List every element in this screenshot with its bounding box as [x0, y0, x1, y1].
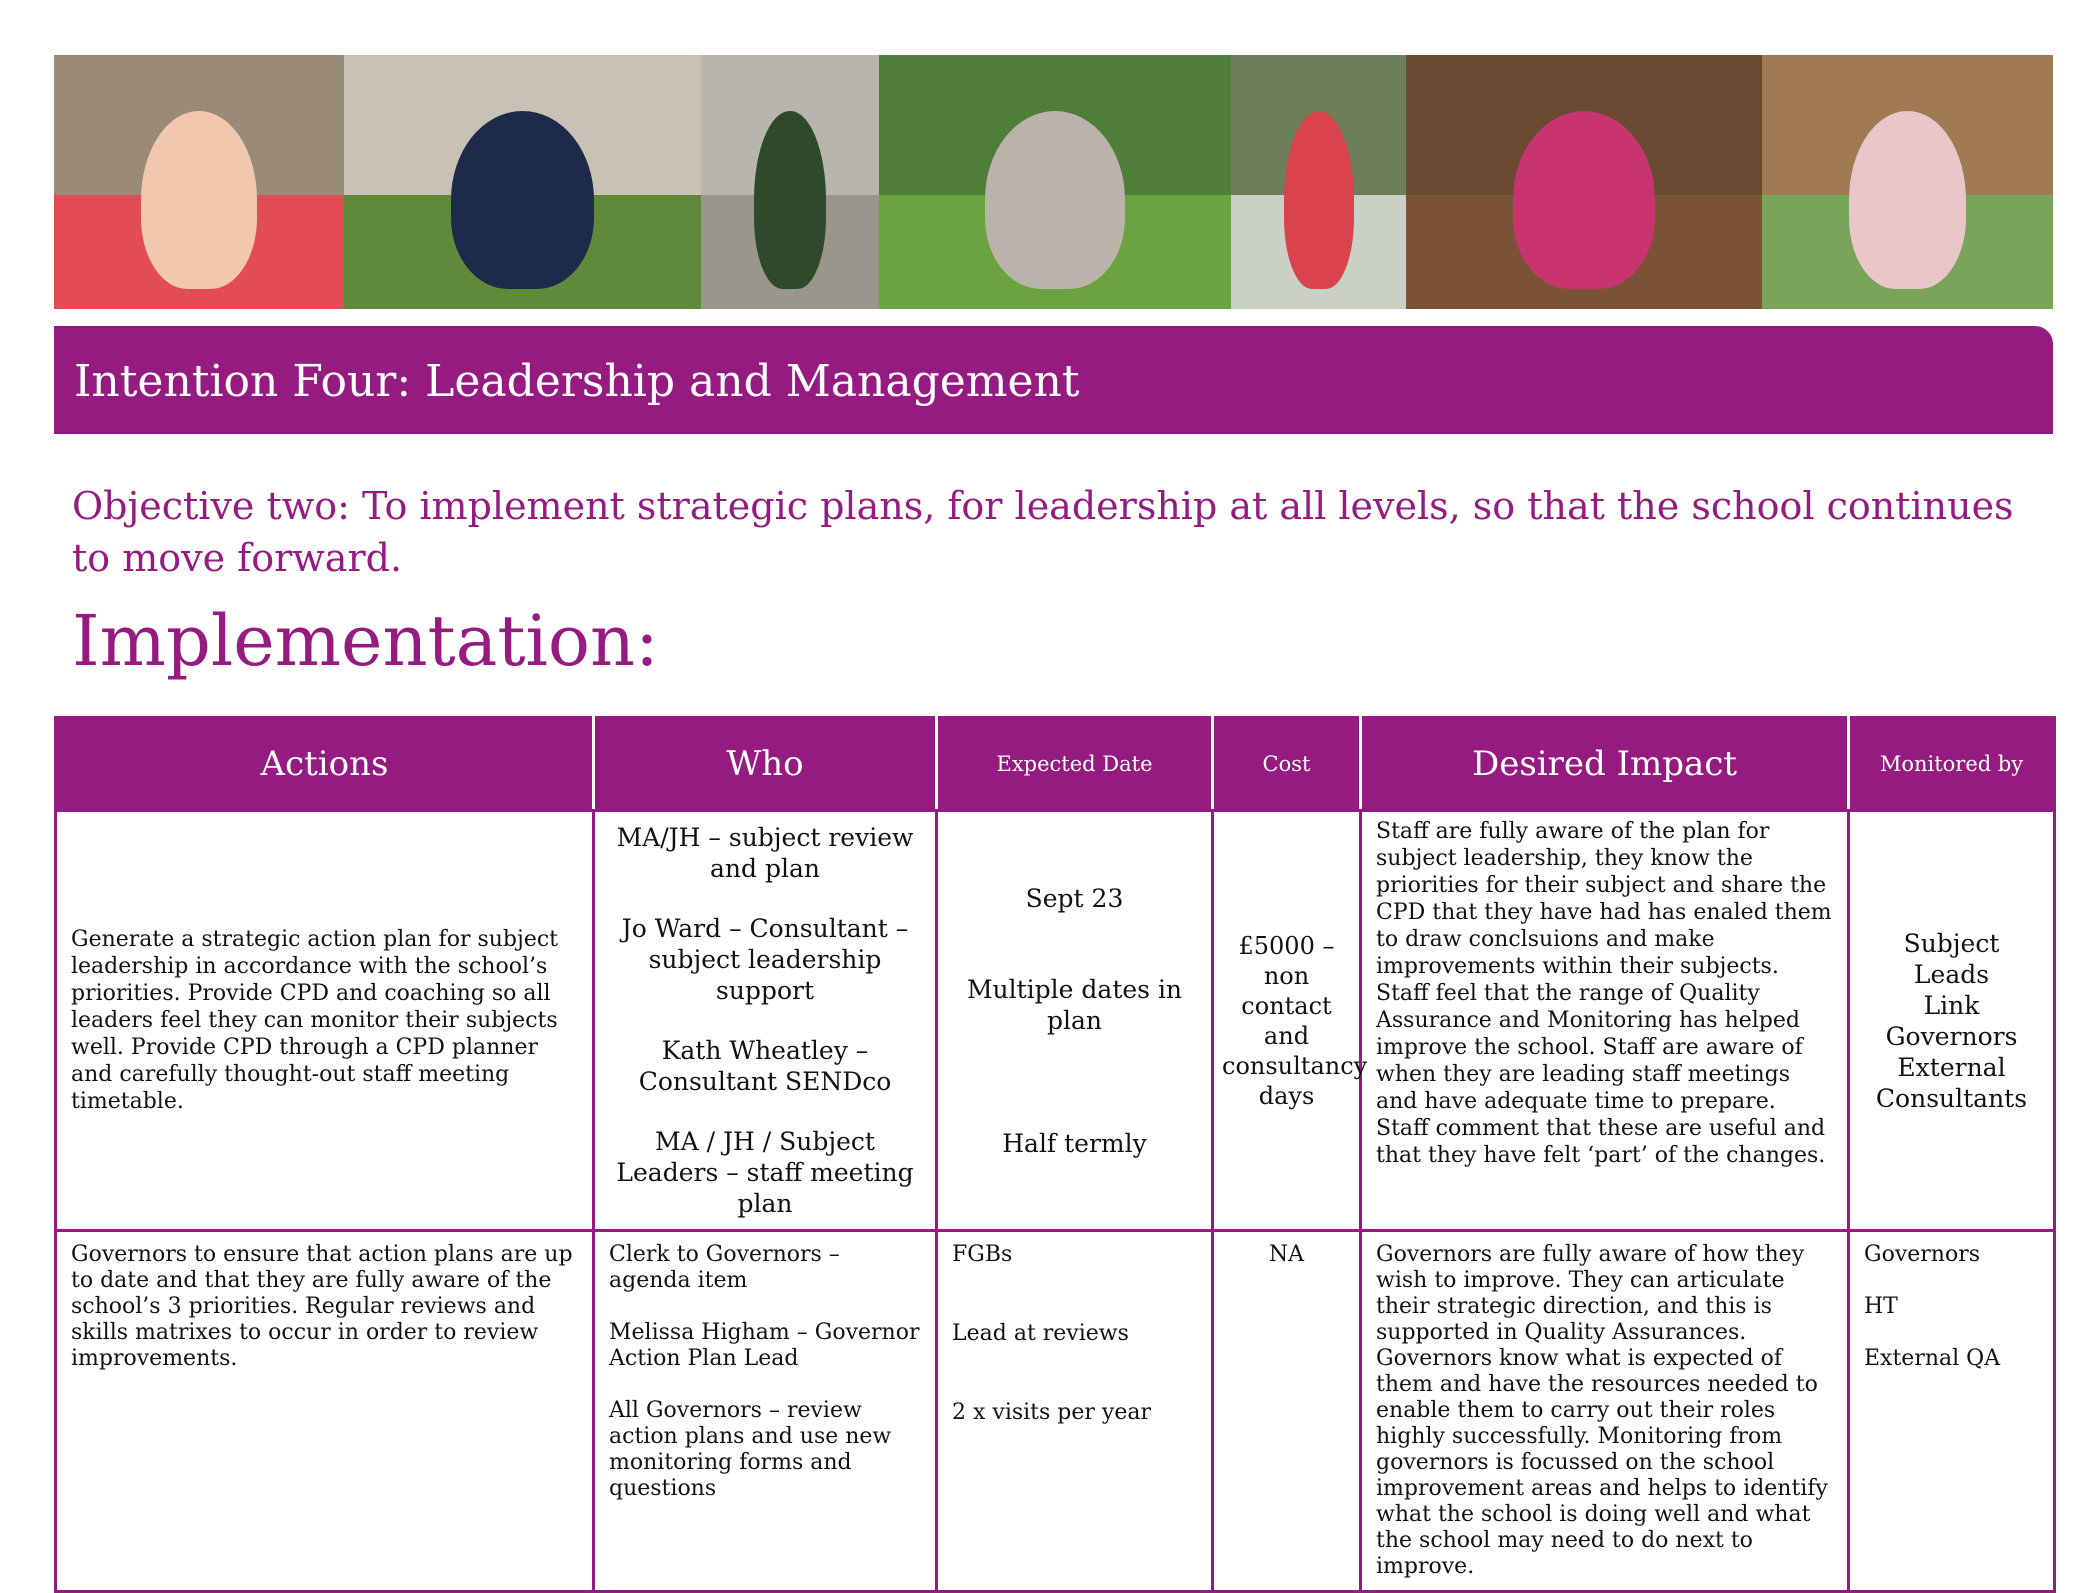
cell-expected-date	[937, 811, 1213, 1231]
cell-who	[594, 1231, 937, 1592]
monitor-item: Subject Leads	[1903, 928, 2000, 989]
cell-cost	[1213, 1231, 1361, 1592]
cell-desired-impact	[1361, 811, 1849, 1231]
photo-girl-reading-in-tube	[879, 55, 1231, 309]
photo-boys-on-field	[344, 55, 701, 309]
who-item: MA / JH / Subject Leaders – staff meeting plan	[616, 1127, 914, 1218]
table-header-row	[56, 718, 2055, 811]
cell-actions	[56, 1231, 594, 1592]
cost-text: £5000 – non contact and consultancy days	[1222, 931, 1368, 1110]
header-actions: Actions	[56, 718, 594, 811]
implementation-heading: Implementation:	[72, 600, 659, 682]
cell-expected-date	[937, 1231, 1213, 1592]
photo-girls-on-grass	[1762, 55, 2053, 309]
actions-text: Generate a strategic action plan for subject leadership in accordance with the school’s priorities. Provide CPD and coaching so all leaders feel they can monitor their subjects well. Provide CPD through a CPD planner and carefully thought-out staff meeting timetable.	[71, 927, 558, 1114]
impact-text: Governors are fully aware of how they wish to improve. They can articulate their strategic direction, and this is supported in Quality Assurances. Governors know what is expected of them and have the resources needed to enable them to carry out their roles highly successfully. Monitoring from governors is focussed on the school improvement areas and helps to identify what the school is doing well and what the school may need to do next to improve.	[1376, 1242, 1828, 1579]
header-monitored-by: Monitored by	[1849, 718, 2055, 811]
cell-monitored-by	[1849, 811, 2055, 1231]
table-row	[56, 1231, 2055, 1592]
who-item: Melissa Higham – Governor Action Plan Lead	[609, 1320, 920, 1371]
photo-subject	[1849, 111, 1965, 289]
header-desired-impact: Desired Impact	[1361, 718, 1849, 811]
section-banner	[54, 326, 2053, 434]
monitor-item: External QA	[1864, 1346, 2001, 1371]
who-item: Kath Wheatley – Consultant SENDco	[638, 1036, 892, 1096]
monitor-item: HT	[1864, 1294, 1898, 1319]
photo-subject	[141, 111, 257, 289]
monitor-item: Governors	[1864, 1242, 1981, 1267]
photo-subject	[1284, 111, 1354, 289]
cell-cost	[1213, 811, 1368, 1231]
who-item: Jo Ward – Consultant – subject leadership support	[621, 914, 909, 1005]
banner-title: Intention Four: Leadership and Management	[74, 356, 1080, 407]
header-cost: Cost	[1213, 718, 1361, 811]
photo-strip	[54, 55, 2053, 309]
who-item: MA/JH – subject review and plan	[616, 823, 914, 883]
cell-who	[594, 811, 937, 1231]
date-item: Multiple dates in plan	[966, 974, 1183, 1035]
table-row	[56, 811, 2055, 1231]
date-item: Half termly	[1002, 1128, 1147, 1158]
date-item: Lead at reviews	[952, 1321, 1129, 1346]
header-expected-date: Expected Date	[937, 718, 1213, 811]
cell-desired-impact	[1361, 1231, 1849, 1592]
photo-girls-in-basket-chair	[54, 55, 344, 309]
monitor-item: Link Governors	[1885, 990, 2018, 1051]
cost-text: NA	[1268, 1242, 1305, 1267]
date-item: Sept 23	[1025, 883, 1124, 913]
cell-monitored-by	[1849, 1231, 2055, 1592]
photo-child-on-bike	[701, 55, 879, 309]
photo-subject	[754, 111, 825, 289]
photo-subject	[985, 111, 1126, 289]
photo-subject	[451, 111, 594, 289]
date-item: FGBs	[952, 1242, 1013, 1267]
impact-text: Staff are fully aware of the plan for subject leadership, they know the priorities for their subject and share the CPD that they have had has enaled them to draw conclsuions and make improvements within their subjects. Staff feel that the range of Quality Assurance and Monitoring has helped improve the school. Staff are aware of when they are leading staff meetings and have adequate time to prepare. Staff comment that these are useful and that they have felt ‘part’ of the changes.	[1376, 819, 1832, 1168]
objective-text: Objective two: To implement strategic plans, for leadership at all levels, so that the school continues to move forward.	[72, 484, 2014, 580]
who-item: All Governors – review action plans and use new monitoring forms and questions	[609, 1398, 892, 1501]
header-who: Who	[594, 718, 937, 811]
actions-text: Governors to ensure that action plans are up to date and that they are fully aware of the school’s 3 priorities. Regular reviews and skills matrixes to occur in order to review improvements.	[71, 1242, 573, 1371]
photo-children-by-fence	[1406, 55, 1762, 309]
who-item: Clerk to Governors – agenda item	[609, 1242, 840, 1293]
photo-subject	[1513, 111, 1655, 289]
cell-actions	[56, 811, 594, 1231]
date-item: 2 x visits per year	[952, 1400, 1151, 1425]
implementation-table	[54, 716, 2056, 1593]
monitor-item: External Consultants	[1875, 1052, 2028, 1113]
photo-child-in-helmet	[1231, 55, 1406, 309]
